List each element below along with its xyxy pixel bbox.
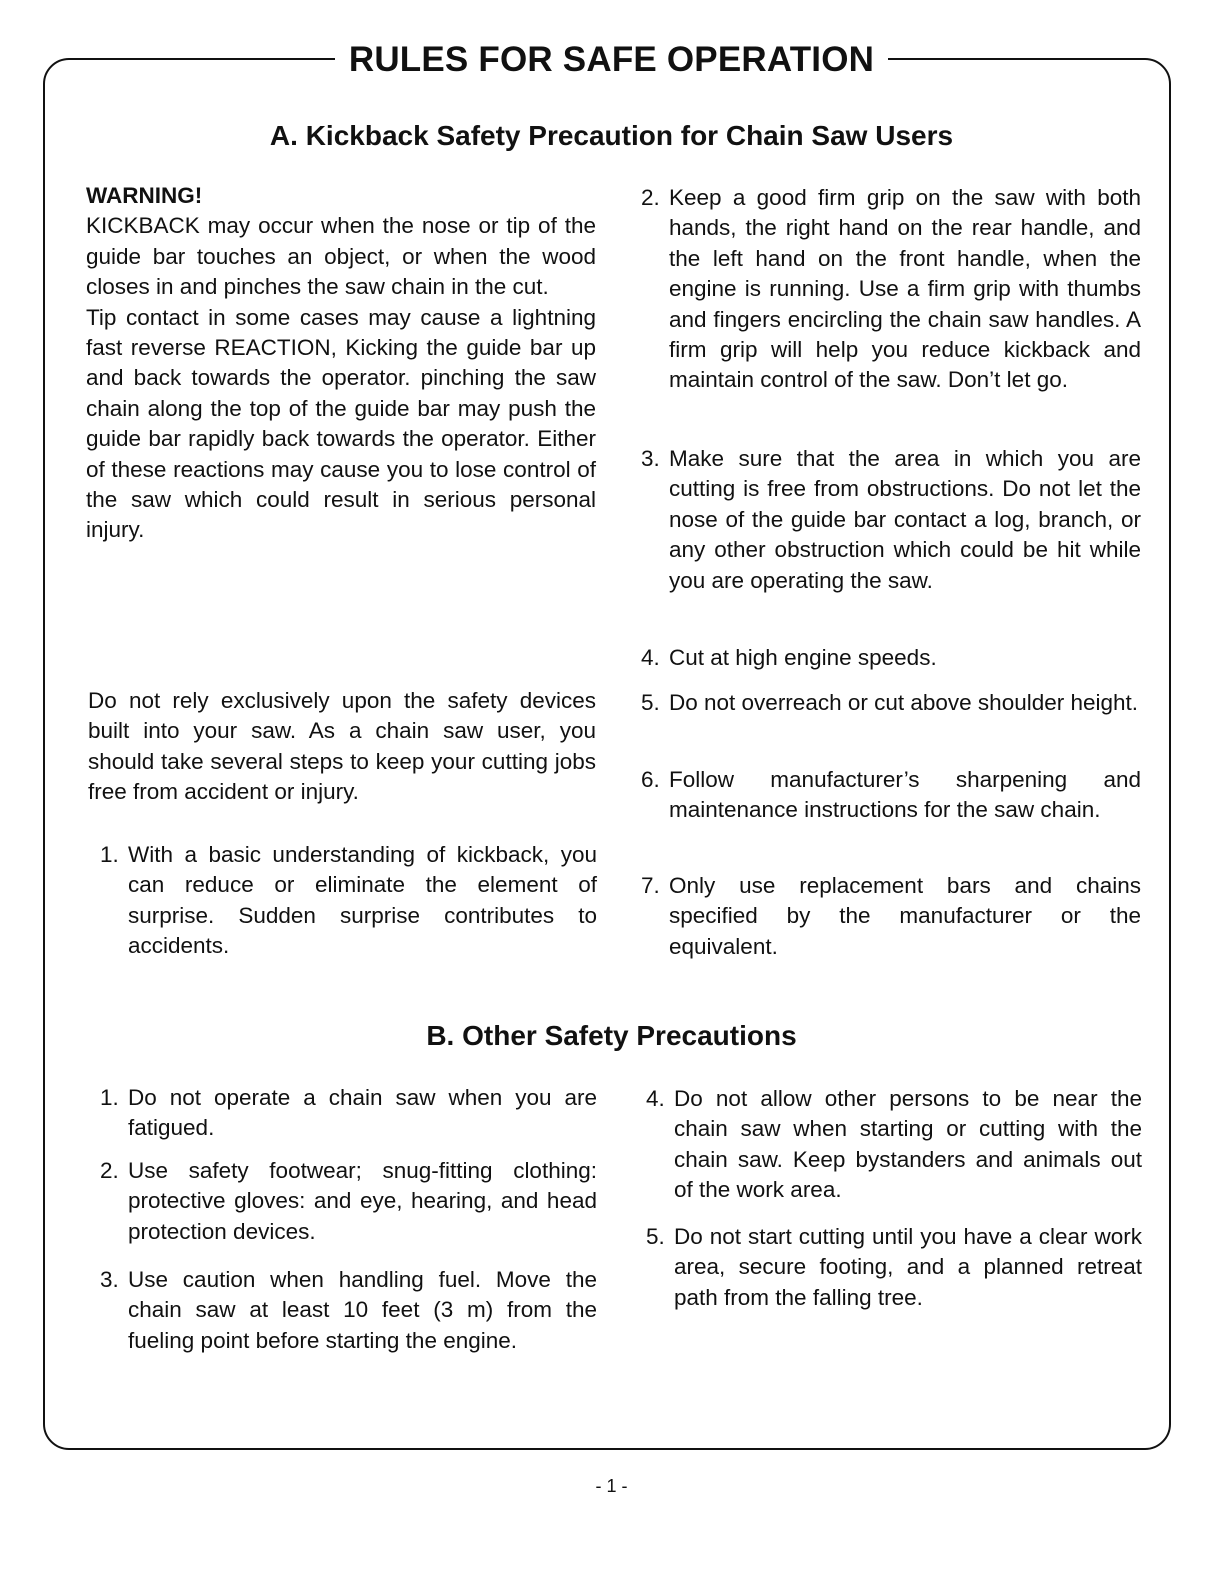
section-a-item-2 [641, 183, 1141, 396]
page-number: - 1 - [595, 1476, 628, 1496]
list-item: 3. Use caution when handling fuel. Move the chain saw at least 10 feet (3 m) from the fueling point before starting the engine. [100, 1267, 597, 1353]
list-item: 7. Only use replacement bars and chains specified by the manufacturer or the equivalent. [641, 873, 1141, 959]
warning-paragraph-1: KICKBACK may occur when the nose or tip of the guide bar touches an object, or when the wood closes in and pinches the saw chain in the cut. [86, 213, 596, 300]
warning-label: WARNING! [86, 183, 203, 208]
list-item: 5. Do not overreach or cut above shoulder height. [641, 690, 1139, 715]
section-a-item-7 [641, 871, 1141, 962]
section-a-left-column [86, 181, 596, 546]
section-b-heading: B. Other Safety Precautions [426, 1020, 797, 1051]
section-a-item-4 [641, 643, 1141, 673]
warning-paragraph-2: Tip contact in some cases may cause a lightning fast reverse REACTION, Kicking the guide bar up and back towards the operator. pinching the saw chain along the top of the guide bar may push the guide bar rapidly back towards the operator. Either of these reactions may cause you to lose control of the saw which could result in serious personal injury. [86, 304, 596, 543]
list-item: 5. Do not start cutting until you have a clear work area, secure footing, and a planned retreat path from the falling tree. [646, 1224, 1142, 1310]
list-item: 2. Use safety footwear; snug-fitting clothing: protective gloves: and eye, hearing, and head protection devices. [100, 1158, 597, 1244]
list-item: 1. With a basic understanding of kickback, you can reduce or eliminate the element of surprise. Sudden surprise contributes to accidents. [100, 842, 597, 959]
list-item: 4. Do not allow other persons to be near the chain saw when starting or cutting with the chain saw. Keep bystanders and animals out of the work area. [646, 1086, 1142, 1203]
list-item: 6. Follow manufacturer’s sharpening and maintenance instructions for the saw chain. [641, 767, 1141, 823]
list-item: 1. Do not operate a chain saw when you are fatigued. [100, 1085, 597, 1141]
section-a-item-5 [641, 688, 1141, 718]
section-a-item-6 [641, 765, 1141, 826]
section-a-heading: A. Kickback Safety Precaution for Chain Saw Users [269, 120, 954, 151]
section-b-item-5 [646, 1222, 1142, 1313]
list-item: 3. Make sure that the area in which you are cutting is free from obstructions. Do not let the nose of the guide bar contact a log, branch, or any other obstruction which could be hit while you are operating the saw. [641, 446, 1141, 593]
section-a-item-1 [100, 840, 597, 962]
list-item: 4. Cut at high engine speeds. [641, 645, 937, 670]
section-b-item-3 [100, 1265, 597, 1356]
section-b-item-1 [100, 1083, 597, 1144]
intro-paragraph: Do not rely exclusively upon the safety devices built into your saw. As a chain saw user, you should take several steps to keep your cutting jobs free from accident or injury. [88, 688, 596, 805]
list-item: 2. Keep a good firm grip on the saw with both hands, the right hand on the rear handle, and the left hand on the front handle, when the engine is running. Use a firm grip with thumbs and fingers encircling the chain saw handles. A firm grip will help you reduce kickback and maintain control of the saw. Don’t let go. [641, 185, 1141, 393]
section-b-item-2 [100, 1156, 597, 1247]
page-title: RULES FOR SAFE OPERATION [0, 40, 1223, 80]
section-a-item-3 [641, 444, 1141, 596]
section-a-intro [88, 686, 596, 808]
section-b-item-4 [646, 1084, 1142, 1206]
